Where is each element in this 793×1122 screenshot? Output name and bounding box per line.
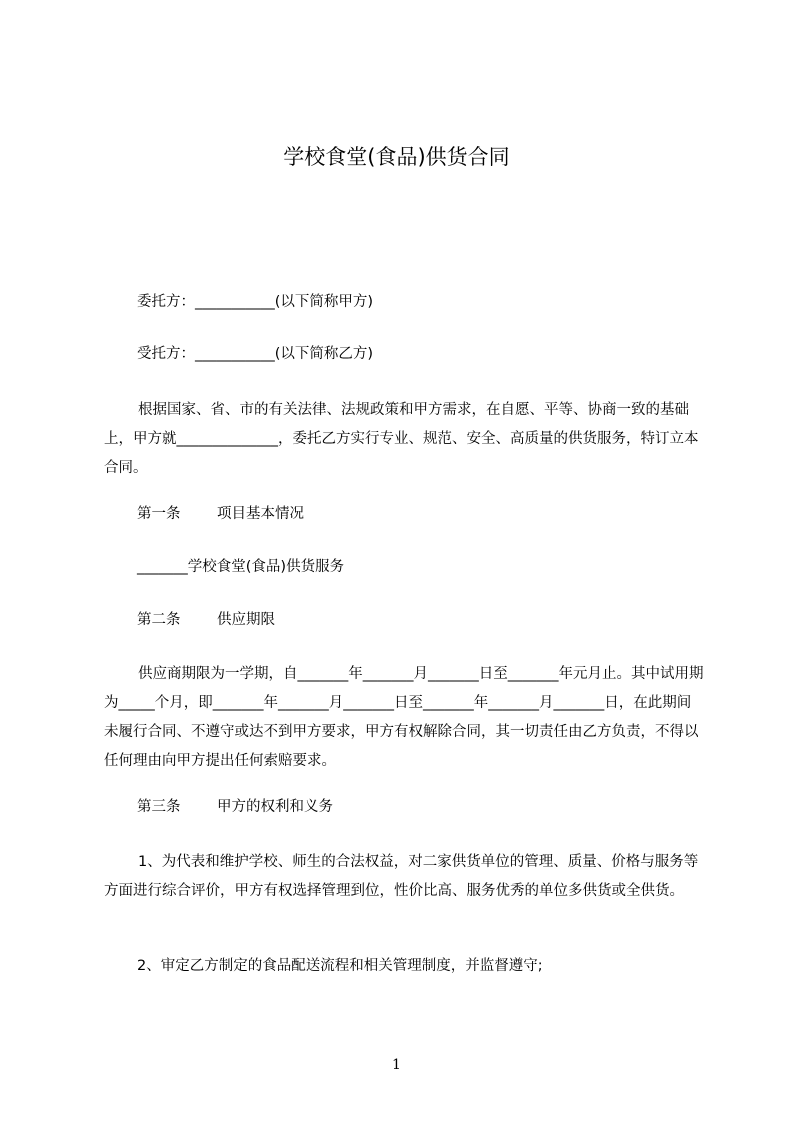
article-1-title: 项目基本情况 <box>217 506 304 522</box>
article-3-heading <box>137 797 333 817</box>
intro-text: 根据国家、省、市的有关法律、法规政策和甲方需求，在自愿、平等、协商一致的基础上，甲方就______________，委托乙方实行专业、规范、安全、高质量的供货服务，特订立本合同。 <box>104 402 699 476</box>
article-2-heading <box>137 610 275 630</box>
article-1-body: _______学校食堂(食品)供货服务 <box>137 559 345 575</box>
article-3-item-2: 2、审定乙方制定的食品配送流程和相关管理制度，并监督遵守; <box>137 958 543 974</box>
article-3-item-1 <box>104 848 704 906</box>
page-number: 1 <box>392 1057 401 1073</box>
contractor-line: 受托方：___________(以下简称乙方) <box>137 346 374 362</box>
article-3-title: 甲方的权利和义务 <box>217 799 333 815</box>
article-1-heading <box>137 504 304 524</box>
article-1-number: 第一条 <box>137 506 181 522</box>
document-title: 学校食堂(食品)供货合同 <box>283 145 510 169</box>
article-2-number: 第二条 <box>137 612 181 628</box>
intro-paragraph <box>104 396 704 483</box>
article-2-title: 供应期限 <box>217 612 275 628</box>
client-line: 委托方：___________(以下简称甲方) <box>137 294 374 310</box>
article-2-paragraph <box>104 660 704 776</box>
article-3-item-1-text: 1、为代表和维护学校、师生的合法权益，对二家供货单位的管理、质量、价格与服务等方面进行综合评价，甲方有权选择管理到位，性价比高、服务优秀的单位多供货或全供货。 <box>104 854 699 899</box>
article-2-text: 供应商期限为一学期，自_______年_______月_______日至_______年元月止。其中试用期为_____个月，即_______年_______月_______日至_______年_______月_______日，在此期间未履行合同、不遵守或达不到甲方要求，甲方有权解除合同，其一切责任由乙方负责，不得以任何理由向甲方提出任何索赔要求。 <box>104 666 704 769</box>
article-3-number: 第三条 <box>137 799 181 815</box>
